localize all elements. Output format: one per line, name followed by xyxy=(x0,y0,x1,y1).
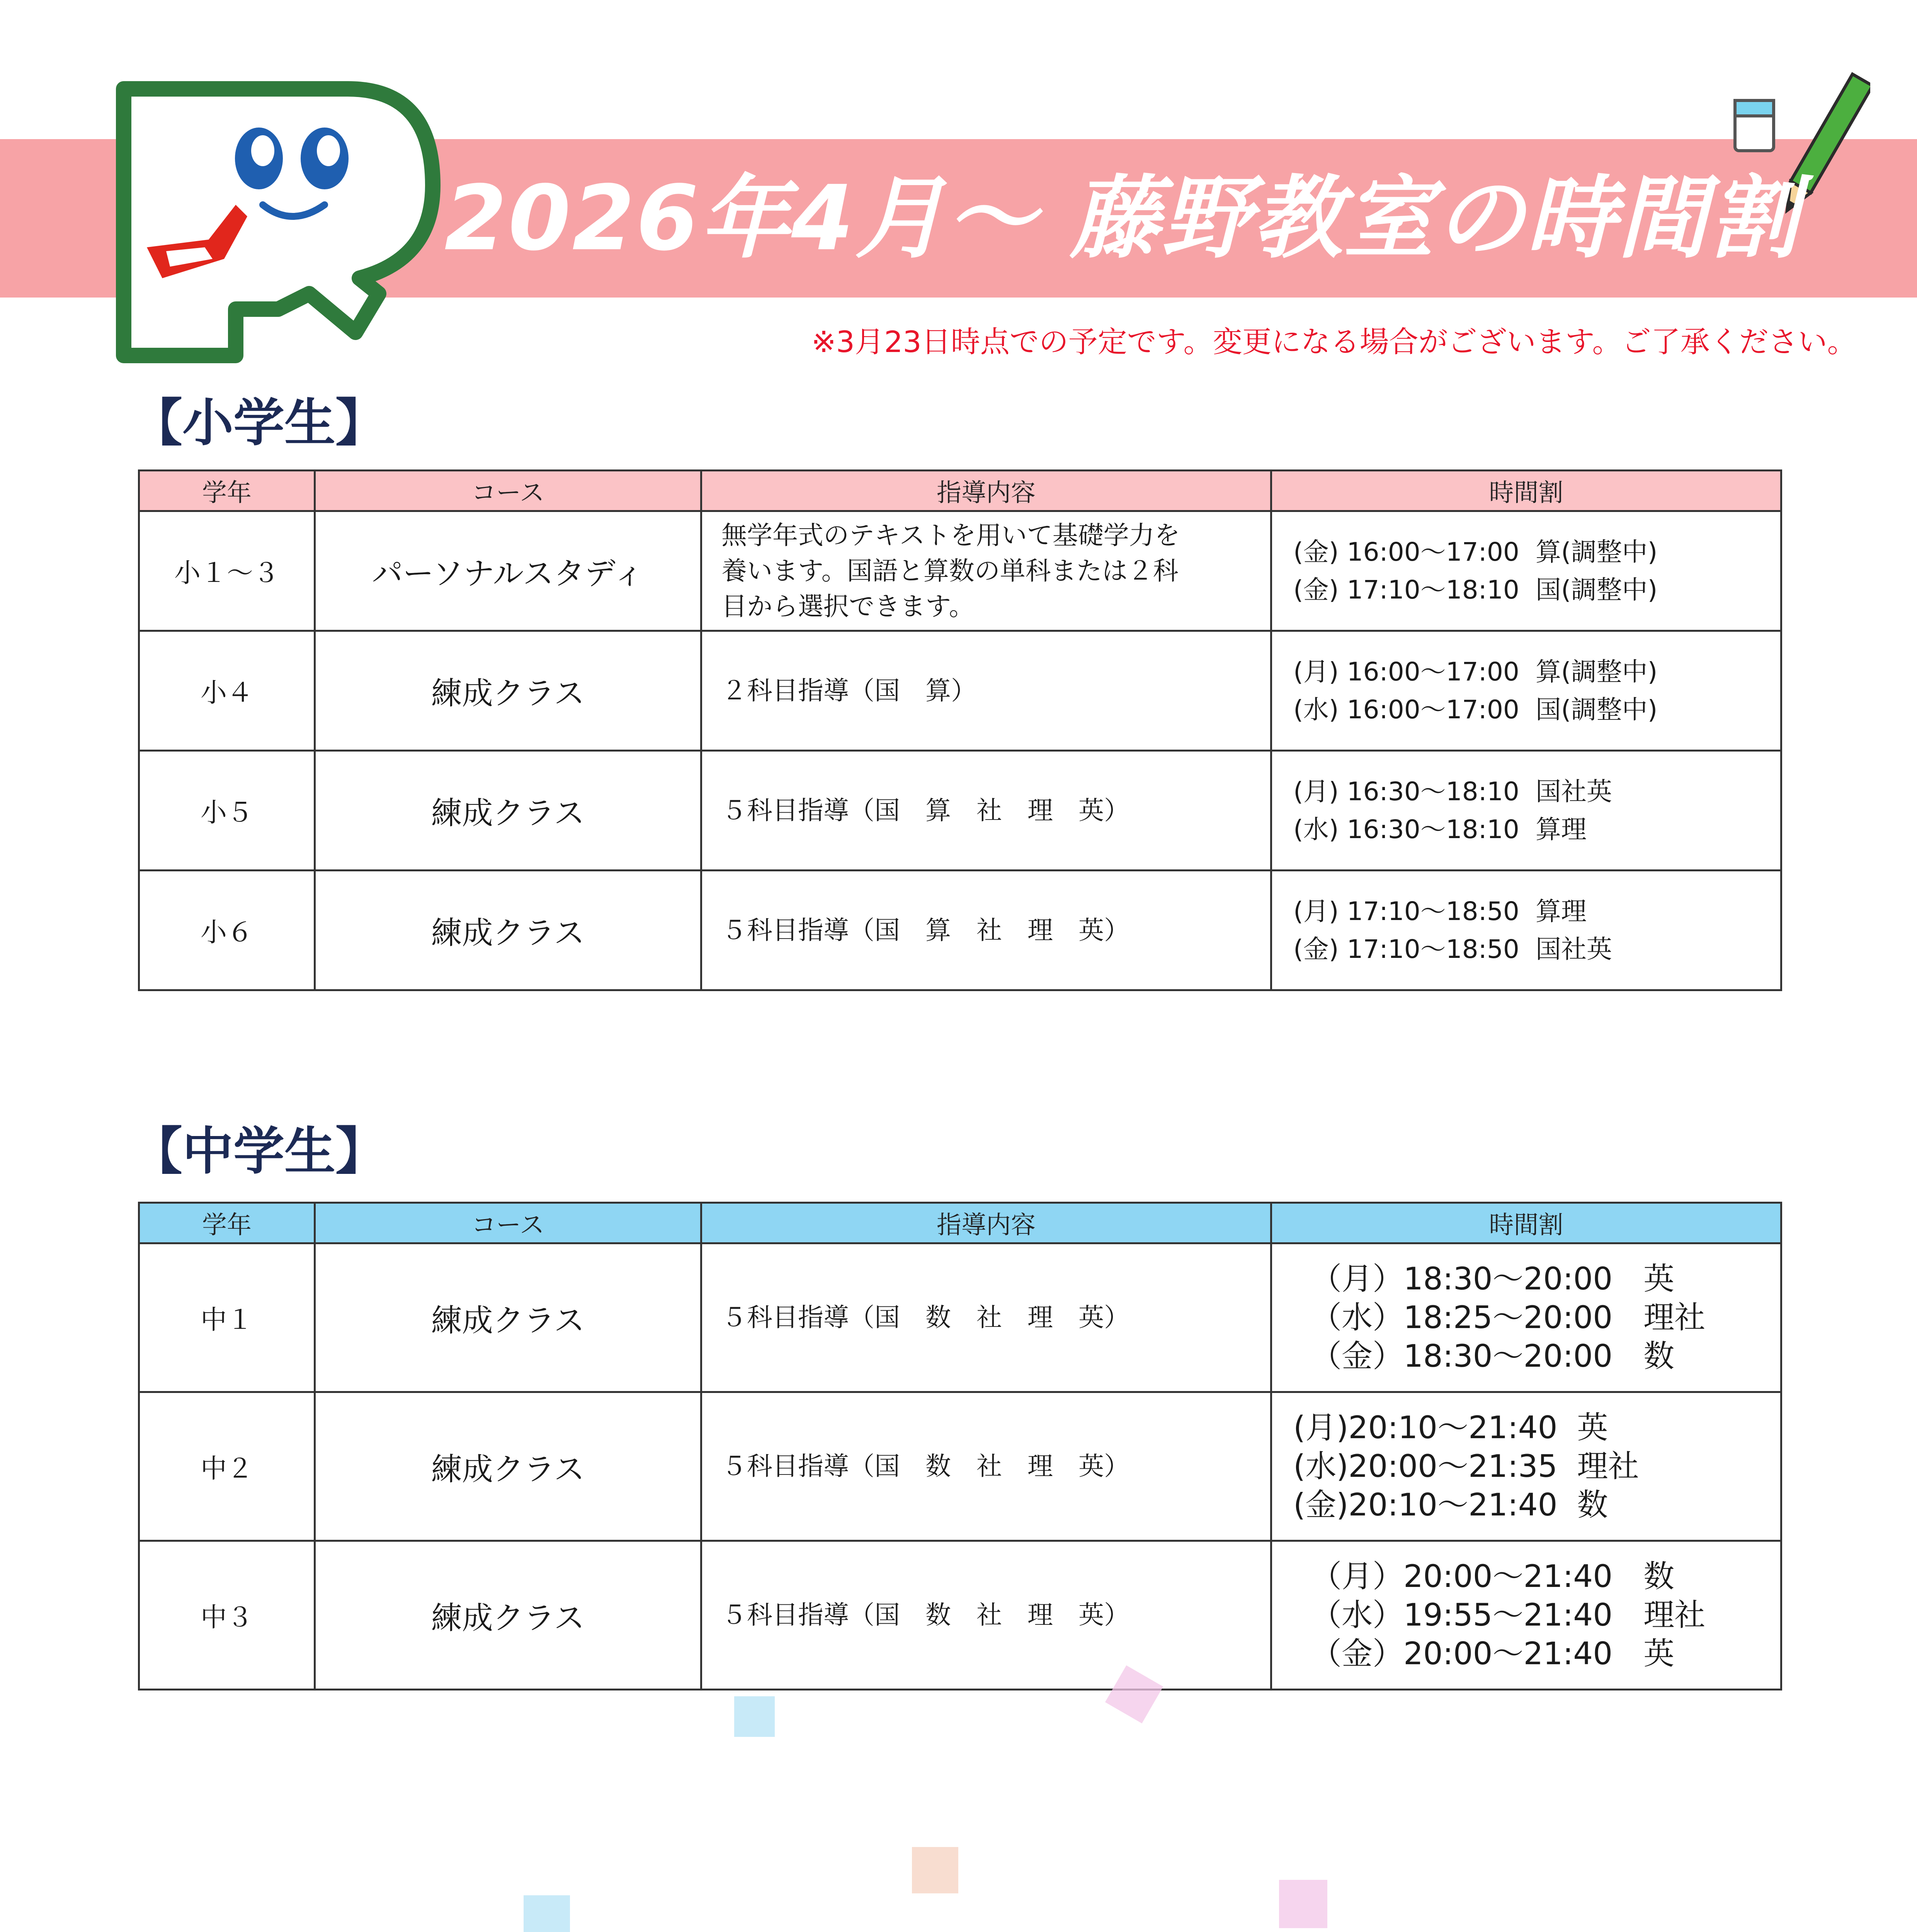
confetti-square xyxy=(734,1696,775,1737)
schedule-cell xyxy=(1271,871,1781,990)
col-header-schedule: 時間割 xyxy=(1271,1203,1781,1243)
grade-cell: 小６ xyxy=(139,871,315,990)
content-cell xyxy=(701,1541,1271,1690)
col-header-schedule: 時間割 xyxy=(1271,471,1781,511)
content-cell xyxy=(701,751,1271,871)
schedule-line: (月) 16:30～18:10 国社英 xyxy=(1293,776,1612,806)
elementary-timetable xyxy=(138,469,1782,991)
content-cell xyxy=(701,631,1271,751)
schedule-cell xyxy=(1271,751,1781,871)
schedule-line: (月)20:10～21:40 英 xyxy=(1293,1410,1608,1446)
col-header-content: 指導内容 xyxy=(701,1203,1271,1243)
grade-cell: 中２ xyxy=(139,1392,315,1541)
schedule-line: (水) 16:00～17:00 国(調整中) xyxy=(1293,694,1658,724)
confetti-square xyxy=(1279,1880,1327,1928)
col-header-grade: 学年 xyxy=(139,1203,315,1243)
course-cell: 練成クラス xyxy=(315,871,701,990)
table-row xyxy=(139,631,1781,751)
course-cell: パーソナルスタディ xyxy=(315,511,701,631)
schedule-cell xyxy=(1271,1392,1781,1541)
grade-cell: 小５ xyxy=(139,751,315,871)
course-cell: 練成クラス xyxy=(315,1541,701,1690)
course-cell: 練成クラス xyxy=(315,1243,701,1392)
schedule-line: （水）18:25～20:00 理社 xyxy=(1311,1299,1706,1335)
schedule-line: (水)20:00～21:35 理社 xyxy=(1293,1448,1639,1484)
page-title: 2026年4月～ 藤野教室の時間割 xyxy=(444,166,1800,270)
table-row xyxy=(139,751,1781,871)
table-row xyxy=(139,1541,1781,1690)
schedule-cell xyxy=(1271,1541,1781,1690)
grade-cell: 小４ xyxy=(139,631,315,751)
schedule-line: （金）20:00～21:40 英 xyxy=(1311,1636,1675,1672)
content-cell xyxy=(701,511,1271,631)
schedule-line: (金) 16:00～17:00 算(調整中) xyxy=(1293,537,1658,567)
table-header-row xyxy=(139,471,1781,511)
col-header-content: 指導内容 xyxy=(701,471,1271,511)
table-row xyxy=(139,1392,1781,1541)
confetti-square xyxy=(524,1895,570,1932)
junior-high-timetable xyxy=(138,1202,1782,1690)
content-line: ５科目指導（国 算 社 理 英） xyxy=(721,795,1129,825)
content-cell xyxy=(701,1243,1271,1392)
schedule-cell xyxy=(1271,1243,1781,1392)
content-line: ２科目指導（国 算） xyxy=(721,675,976,706)
content-line: ５科目指導（国 算 社 理 英） xyxy=(721,915,1129,945)
course-cell: 練成クラス xyxy=(315,751,701,871)
elementary-heading: 【小学生】 xyxy=(131,393,386,453)
content-line: 無学年式のテキストを用いて基礎学力を xyxy=(721,520,1180,550)
confetti-square xyxy=(912,1847,958,1893)
junior-high-heading: 【中学生】 xyxy=(131,1122,386,1181)
table-row xyxy=(139,1243,1781,1392)
col-header-course: コース xyxy=(315,1203,701,1243)
col-header-grade: 学年 xyxy=(139,471,315,511)
content-cell xyxy=(701,871,1271,990)
table-row xyxy=(139,871,1781,990)
table-header-row xyxy=(139,1203,1781,1243)
table-row xyxy=(139,511,1781,631)
schedule-line: (水) 16:30～18:10 算理 xyxy=(1293,814,1587,844)
schedule-cell xyxy=(1271,631,1781,751)
schedule-line: (金)20:10～21:40 数 xyxy=(1293,1487,1608,1523)
schedule-line: (月) 16:00～17:00 算(調整中) xyxy=(1293,656,1658,687)
schedule-cell xyxy=(1271,511,1781,631)
schedule-notice: ※3月23日時点での予定です。変更になる場合がございます。ご了承ください。 xyxy=(811,325,1857,359)
content-line: 養います。国語と算数の単科または２科 xyxy=(721,556,1179,586)
course-cell: 練成クラス xyxy=(315,1392,701,1541)
course-cell: 練成クラス xyxy=(315,631,701,751)
content-line: 目から選択できます。 xyxy=(721,591,975,621)
content-cell xyxy=(701,1392,1271,1541)
grade-cell: 中１ xyxy=(139,1243,315,1392)
content-line: ５科目指導（国 数 社 理 英） xyxy=(721,1600,1129,1630)
grade-cell: 小１～３ xyxy=(139,511,315,631)
mascot-logo-green xyxy=(108,77,456,371)
schedule-line: （月）18:30～20:00 英 xyxy=(1311,1261,1675,1297)
schedule-line: (金) 17:10～18:10 国(調整中) xyxy=(1293,575,1658,605)
schedule-line: （金）18:30～20:00 数 xyxy=(1311,1338,1675,1374)
schedule-line: (月) 17:10～18:50 算理 xyxy=(1293,896,1587,926)
content-line: ５科目指導（国 数 社 理 英） xyxy=(721,1303,1129,1332)
col-header-course: コース xyxy=(315,471,701,511)
schedule-line: (金) 17:10～18:50 国社英 xyxy=(1293,934,1612,964)
content-line: ５科目指導（国 数 社 理 英） xyxy=(721,1451,1129,1481)
grade-cell: 中３ xyxy=(139,1541,315,1690)
schedule-line: （月）20:00～21:40 数 xyxy=(1311,1558,1675,1594)
schedule-line: （水）19:55～21:40 理社 xyxy=(1311,1597,1706,1633)
